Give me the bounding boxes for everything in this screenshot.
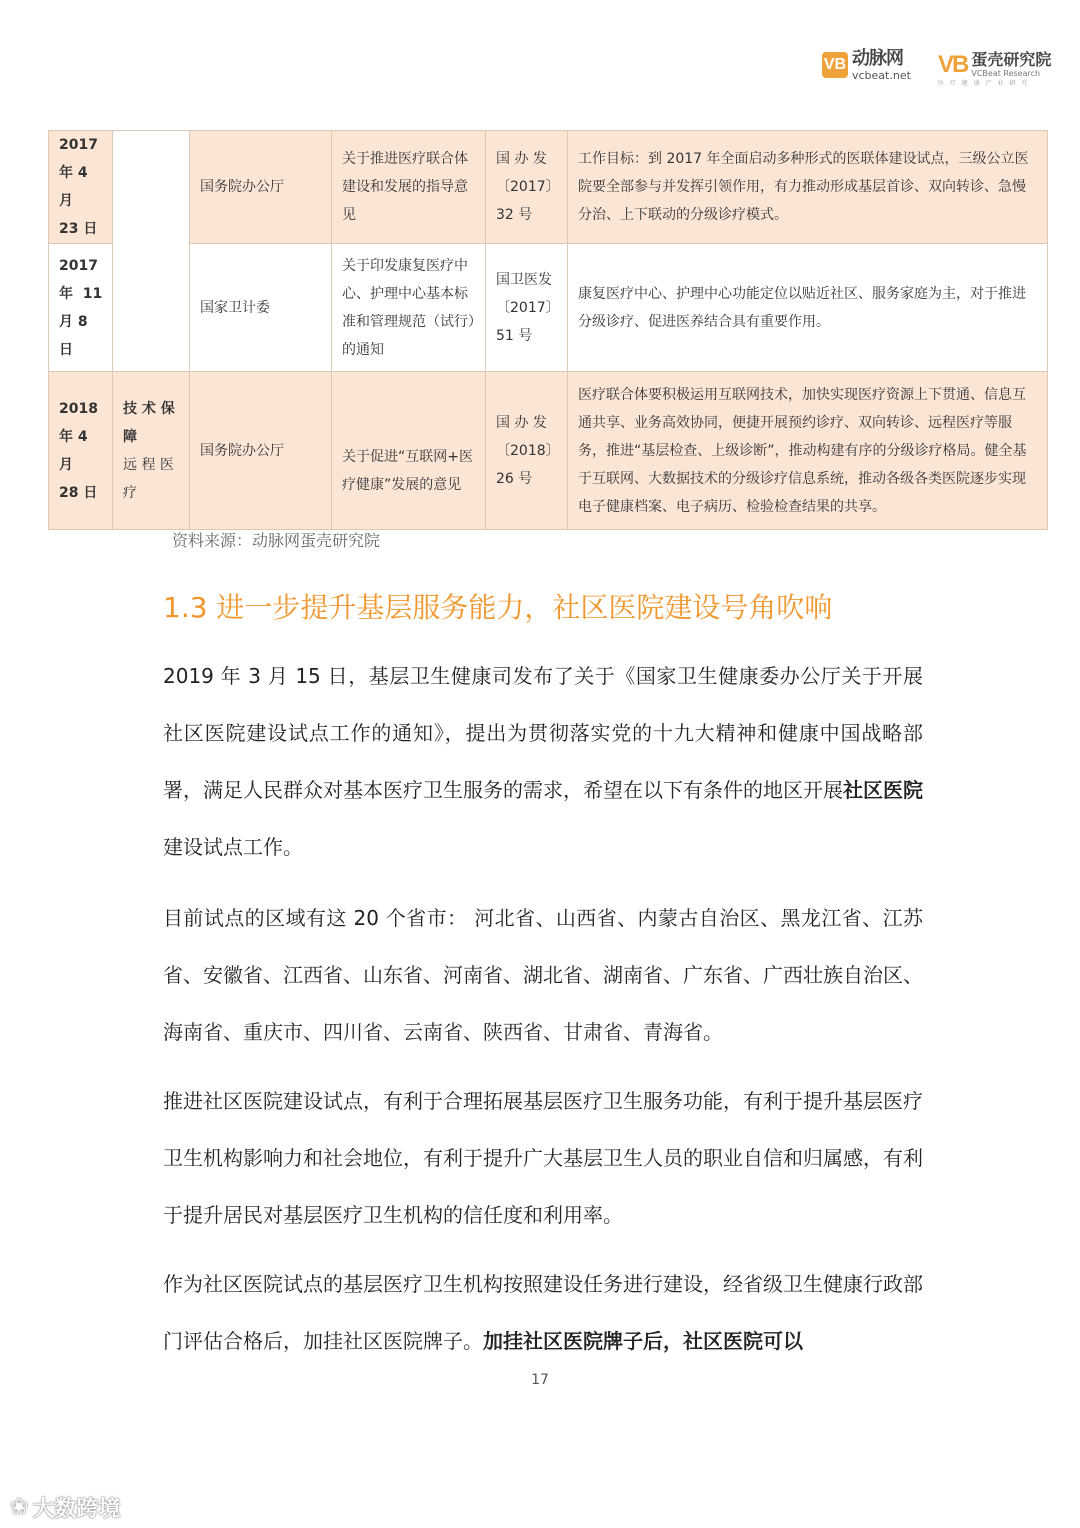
vcbeat-research-logo-cn: 蛋壳研究院: [971, 50, 1052, 69]
paragraph-1: 2019 年 3 月 15 日，基层卫生健康司发布了关于《国家卫生健康委办公厅关于开展社区医院建设试点工作的通知》，提出为贯彻落实党的十九大精神和健康中国战略部署，满足人民群众对基本医疗卫生服务的需求，希望在以下有条件的地区开展社区医院建设试点工作。: [163, 664, 923, 859]
table-row: [49, 372, 1048, 530]
content-cell: 康复医疗中心、护理中心功能定位以贴近社区、服务家庭为主，对于推进分级诊疗、促进医养结合具有重要作用。: [568, 244, 1048, 372]
date-cell: 2017 年 11 月 8 日: [49, 244, 113, 372]
vcbeat-research-logo-mark: VB: [938, 51, 968, 78]
content-cell: 工作目标：到 2017 年全面启动多种形式的医联体建设试点，三级公立医院要全部参与并发挥引领作用，有力推动形成基层首诊、双向转诊、急慢分治、上下联动的分级诊疗模式。: [568, 131, 1048, 244]
vcbeat-logo-cn: 动脉网: [852, 47, 903, 69]
vcbeat-logo-badge: VB: [822, 52, 848, 78]
vcbeat-research-logo-en: VCBeat Research: [971, 69, 1041, 78]
table-source: 资料来源：动脉网蛋壳研究院: [172, 531, 381, 550]
date-cell: 2018 年 4 月 28 日: [49, 372, 113, 530]
paragraph-4: 作为社区医院试点的基层医疗卫生机构按照建设任务进行建设，经省级卫生健康行政部门评估合格后，加挂社区医院牌子。加挂社区医院牌子后，社区医院可以: [163, 1272, 923, 1353]
table-row: [49, 131, 1048, 244]
category-cell: 技 术 保 障 远 程 医 疗: [113, 372, 190, 530]
vcbeat-research-logo: [938, 48, 1052, 87]
policy-table: [48, 130, 1048, 530]
vcbeat-logo-en: vcbeat.net: [852, 68, 911, 82]
page-number: 17: [531, 1372, 549, 1388]
table-row: [49, 244, 1048, 372]
content-cell: 医疗联合体要积极运用互联网技术，加快实现医疗资源上下贯通、信息互通共享、业务高效协同，便捷开展预约诊疗、双向转诊、远程医疗等服务，推进“基层检查、上级诊断”，推动构建有序的分级诊疗格局。健全基于互联网、大数据技术的分级诊疗信息系统，推动各级各类医院逐步实现电子健康档案、电子病历、检验检查结果的共享。: [568, 372, 1048, 530]
date-cell: 2017 年 4 月 23 日: [49, 131, 113, 244]
watermark-text: 大数跨境: [32, 1497, 121, 1522]
vcbeat-logo: [822, 48, 911, 82]
paragraph-3: 推进社区医院建设试点，有利于合理拓展基层医疗卫生服务功能，有利于提升基层医疗卫生机构影响力和社会地位，有利于提升广大基层卫生人员的职业自信和归属感，有利于提升居民对基层医疗卫生机构的信任度和利用率。: [163, 1089, 923, 1227]
dept-cell: 国务院办公厅: [190, 372, 332, 530]
watermark: [10, 1492, 120, 1523]
section-title: 1.3 进一步提升基层服务能力，社区医院建设号角吹响: [163, 591, 833, 624]
paragraph-2: 目前试点的区域有这 20 个省市： 河北省、山西省、内蒙古自治区、黑龙江省、江苏省、安徽省、江西省、山东省、河南省、湖北省、湖南省、广东省、广西壮族自治区、海南省、重庆市、四川省、云南省、陕西省、甘肃省、青海省。: [163, 906, 923, 1044]
doc-number-cell: 国 办 发 〔2017〕 32 号: [486, 131, 568, 244]
dept-cell: 国务院办公厅: [190, 131, 332, 244]
category-cell-empty: [113, 131, 190, 372]
vcbeat-research-tagline: 医 疗 健 康 产 业 研 究: [938, 80, 1030, 87]
doc-number-cell: 国 办 发 〔2018〕 26 号: [486, 372, 568, 530]
doc-number-cell: 国卫医发 〔2017〕 51 号: [486, 244, 568, 372]
title-cell: 关于推进医疗联合体建设和发展的指导意见: [332, 131, 486, 244]
dept-cell: 国家卫计委: [190, 244, 332, 372]
title-cell: 关于促进“互联网+医疗健康”发展的意见: [332, 372, 486, 530]
title-cell: 关于印发康复医疗中心、护理中心基本标准和管理规范（试行）的通知: [332, 244, 486, 372]
watermark-icon: ❀: [10, 1495, 29, 1520]
